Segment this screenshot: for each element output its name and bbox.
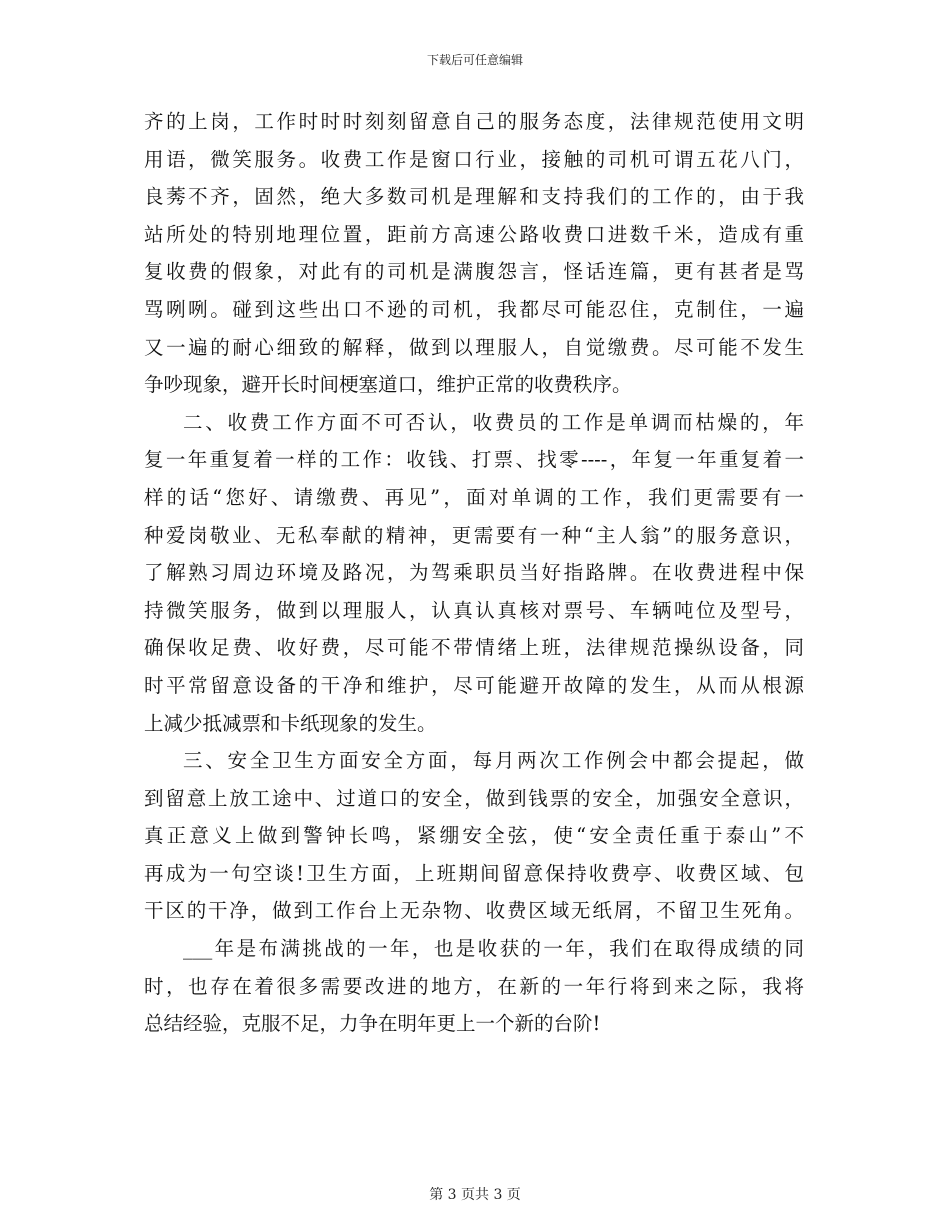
paragraph-2-line-3: 样的话“您好、请缴费、再见”，面对单调的工作，我们更需要有一: [144, 485, 804, 509]
paragraph-1-line-4: 站所处的特别地理位置，距前方高速公路收费口进数千米，造成有重: [144, 222, 804, 246]
document-body: [144, 103, 804, 1043]
paragraph-1-line-7: 又一遍的耐心细致的解释，做到以理服人，自觉缴费。尽可能不发生: [144, 335, 804, 359]
paragraph-2-line-5: 了解熟习周边环境及路况，为驾乘职员当好指路牌。在收费进程中保: [144, 561, 804, 585]
paragraph-2-line-7: 确保收足费、收好费，尽可能不带情绪上班，法律规范操纵设备，同: [144, 636, 804, 660]
page-number: 第 3 页共 3 页: [429, 1187, 521, 1203]
paragraph-1-line-8: 争吵现象，避开长时间梗塞道口，维护正常的收费秩序。: [144, 373, 632, 397]
paragraph-3-line-4: 再成为一句空谈!卫生方面，上班期间留意保持收费亭、收费区域、包: [144, 861, 804, 885]
paragraph-2-line-9: 上减少抵减票和卡纸现象的发生。: [144, 711, 437, 735]
page-header: 下载后可任意编辑: [426, 53, 523, 67]
paragraph-1-line-3: 良莠不齐，固然，绝大多数司机是理解和支持我们的工作的，由于我: [144, 185, 804, 209]
paragraph-3-line-1: 三、安全卫生方面安全方面，每月两次工作例会中都会提起，做: [183, 749, 804, 773]
paragraph-2-line-6: 持微笑服务，做到以理服人，认真认真核对票号、车辆吨位及型号，: [144, 598, 804, 622]
paragraph-1-line-1: 齐的上岗，工作时时时刻刻留意自己的服务态度，法律规范使用文明: [144, 110, 804, 133]
paragraph-2-line-2: 复一年重复着一样的工作：收钱、打票、找零----，年复一年重复着一: [144, 448, 804, 472]
paragraph-2-line-1: 二、收费工作方面不可否认，收费员的工作是单调而枯燥的，年: [183, 410, 804, 434]
paragraph-1-line-5: 复收费的假象，对此有的司机是满腹怨言，怪话连篇，更有甚者是骂: [144, 260, 804, 284]
paragraph-3-line-2: 到留意上放工途中、过道口的安全，做到钱票的安全，加强安全意识，: [144, 786, 804, 810]
paragraph-2-line-8: 时平常留意设备的干净和维护，尽可能避开故障的发生，从而从根源: [144, 673, 804, 697]
paragraph-1-line-6: 骂咧咧。碰到这些出口不逊的司机，我都尽可能忍住，克制住，一遍: [144, 297, 804, 321]
paragraph-4-line-1: ___年是布满挑战的一年，也是收获的一年，我们在取得成绩的同: [183, 937, 804, 961]
paragraph-4-line-2: 时，也存在着很多需要改进的地方，在新的一年行将到来之际，我将: [144, 974, 804, 998]
paragraph-4-line-3: 总结经验，克服不足，力争在明年更上一个新的台阶!: [144, 1012, 601, 1036]
paragraph-3-line-3: 真正意义上做到警钟长鸣，紧绷安全弦，使“安全责任重于泰山”不: [144, 824, 804, 848]
paragraph-2-line-4: 种爱岗敬业、无私奉献的精神，更需要有一种“主人翁”的服务意识，: [144, 523, 804, 547]
paragraph-3-line-5: 干区的干净，做到工作台上无杂物、收费区域无纸屑，不留卫生死角。: [144, 899, 804, 923]
paragraph-1-line-2: 用语，微笑服务。收费工作是窗口行业，接触的司机可谓五花八门，: [144, 147, 804, 171]
